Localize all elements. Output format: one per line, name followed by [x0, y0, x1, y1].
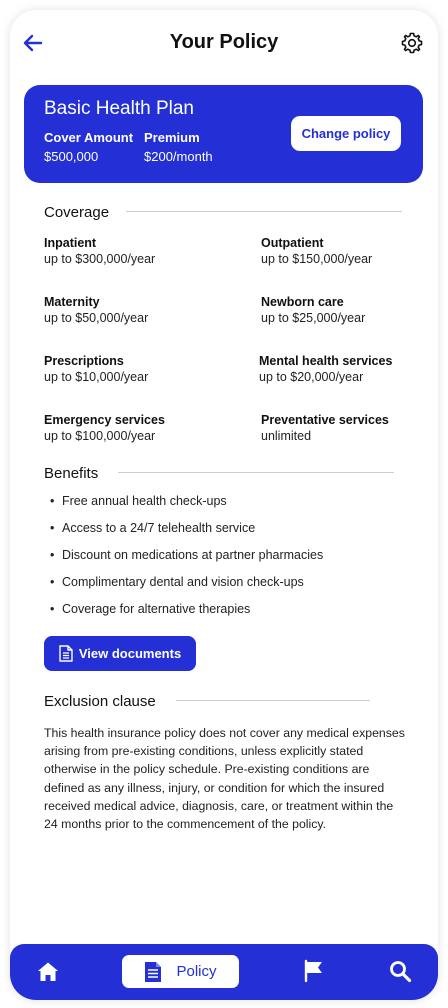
coverage-item-value: up to $10,000/year: [44, 370, 149, 384]
exclusion-divider: [176, 700, 370, 701]
page-title: Your Policy: [169, 31, 279, 53]
premium-label: Premium: [144, 130, 200, 145]
benefit-item: • Coverage for alternative therapies: [50, 602, 251, 616]
coverage-item-title: Newborn care: [261, 295, 344, 309]
document-icon: [59, 645, 73, 662]
coverage-item-value: up to $150,000/year: [261, 252, 373, 266]
coverage-item-value: up to $300,000/year: [44, 252, 156, 266]
coverage-item-title: Mental health services: [259, 354, 393, 368]
coverage-item: [44, 235, 155, 267]
coverage-item-title: Emergency services: [44, 413, 165, 427]
benefits-heading: Benefits: [44, 465, 99, 482]
benefit-item: • Access to a 24/7 telehealth service: [50, 521, 256, 535]
benefit-text: Complimentary dental and vision check-ups: [62, 575, 304, 589]
coverage-item-value: up to $50,000/year: [44, 311, 149, 325]
nav-home[interactable]: [36, 960, 60, 984]
coverage-item: [44, 353, 148, 385]
coverage-item-value: unlimited: [261, 429, 312, 443]
coverage-item-title: Inpatient: [44, 236, 97, 250]
premium-value: $200/month: [144, 149, 213, 164]
coverage-item-value: up to $20,000/year: [259, 370, 364, 384]
coverage-heading: Coverage: [44, 204, 110, 221]
plan-card: [24, 85, 423, 183]
cover-amount-value: $500,000: [44, 149, 99, 164]
benefit-item: • Discount on medications at partner pharmacies: [50, 548, 324, 562]
nav-flag[interactable]: [302, 959, 326, 983]
nav-policy[interactable]: [122, 955, 239, 988]
coverage-item: [44, 294, 148, 326]
settings-button[interactable]: [400, 31, 424, 55]
benefit-text: Access to a 24/7 telehealth service: [62, 521, 256, 535]
coverage-item-title: Prescriptions: [44, 354, 124, 368]
benefit-item: • Complimentary dental and vision check-ups: [50, 575, 304, 589]
policy-icon: [144, 961, 162, 983]
coverage-item: [44, 412, 165, 444]
coverage-item: [261, 294, 365, 326]
cover-amount-label: Cover Amount: [44, 130, 134, 145]
nav-search[interactable]: [388, 959, 412, 983]
exclusion-text: This health insurance policy does not cover any medical expenses arising from pre-existing conditions, unless explicitly stated otherwise in the policy schedule. Pre-existing conditions are defined as any illness, injury, or condition for which the insured received medical advice, diagnosis, care, or treatment within the 24 months prior to the commencement of the policy.: [44, 726, 405, 832]
view-documents-label: View documents: [78, 646, 182, 661]
bottom-nav: [10, 944, 438, 1000]
coverage-item-value: up to $100,000/year: [44, 429, 156, 443]
coverage-divider: [126, 211, 402, 212]
header: [10, 10, 438, 76]
gear-icon: [400, 31, 424, 55]
search-icon: [388, 959, 412, 983]
plan-name: Basic Health Plan: [44, 98, 194, 119]
benefit-text: Coverage for alternative therapies: [62, 602, 251, 616]
exclusion-heading: Exclusion clause: [44, 693, 156, 710]
benefits-divider: [118, 472, 394, 473]
nav-policy-label: Policy: [176, 963, 217, 980]
home-icon: [36, 960, 60, 984]
coverage-item-title: Maternity: [44, 295, 100, 309]
flag-icon: [302, 959, 326, 983]
coverage-item-title: Outpatient: [261, 236, 324, 250]
change-policy-button[interactable]: Change policy: [291, 116, 401, 151]
benefit-text: Free annual health check-ups: [62, 494, 227, 508]
coverage-item: [261, 412, 389, 444]
view-documents-button[interactable]: [44, 636, 196, 671]
phone-frame: [10, 10, 438, 1000]
coverage-item: [261, 235, 372, 267]
benefit-text: Discount on medications at partner pharmacies: [62, 548, 324, 562]
coverage-item-title: Preventative services: [261, 413, 389, 427]
coverage-item: [259, 353, 392, 385]
benefit-item: • Free annual health check-ups: [50, 494, 227, 508]
coverage-item-value: up to $25,000/year: [261, 311, 366, 325]
